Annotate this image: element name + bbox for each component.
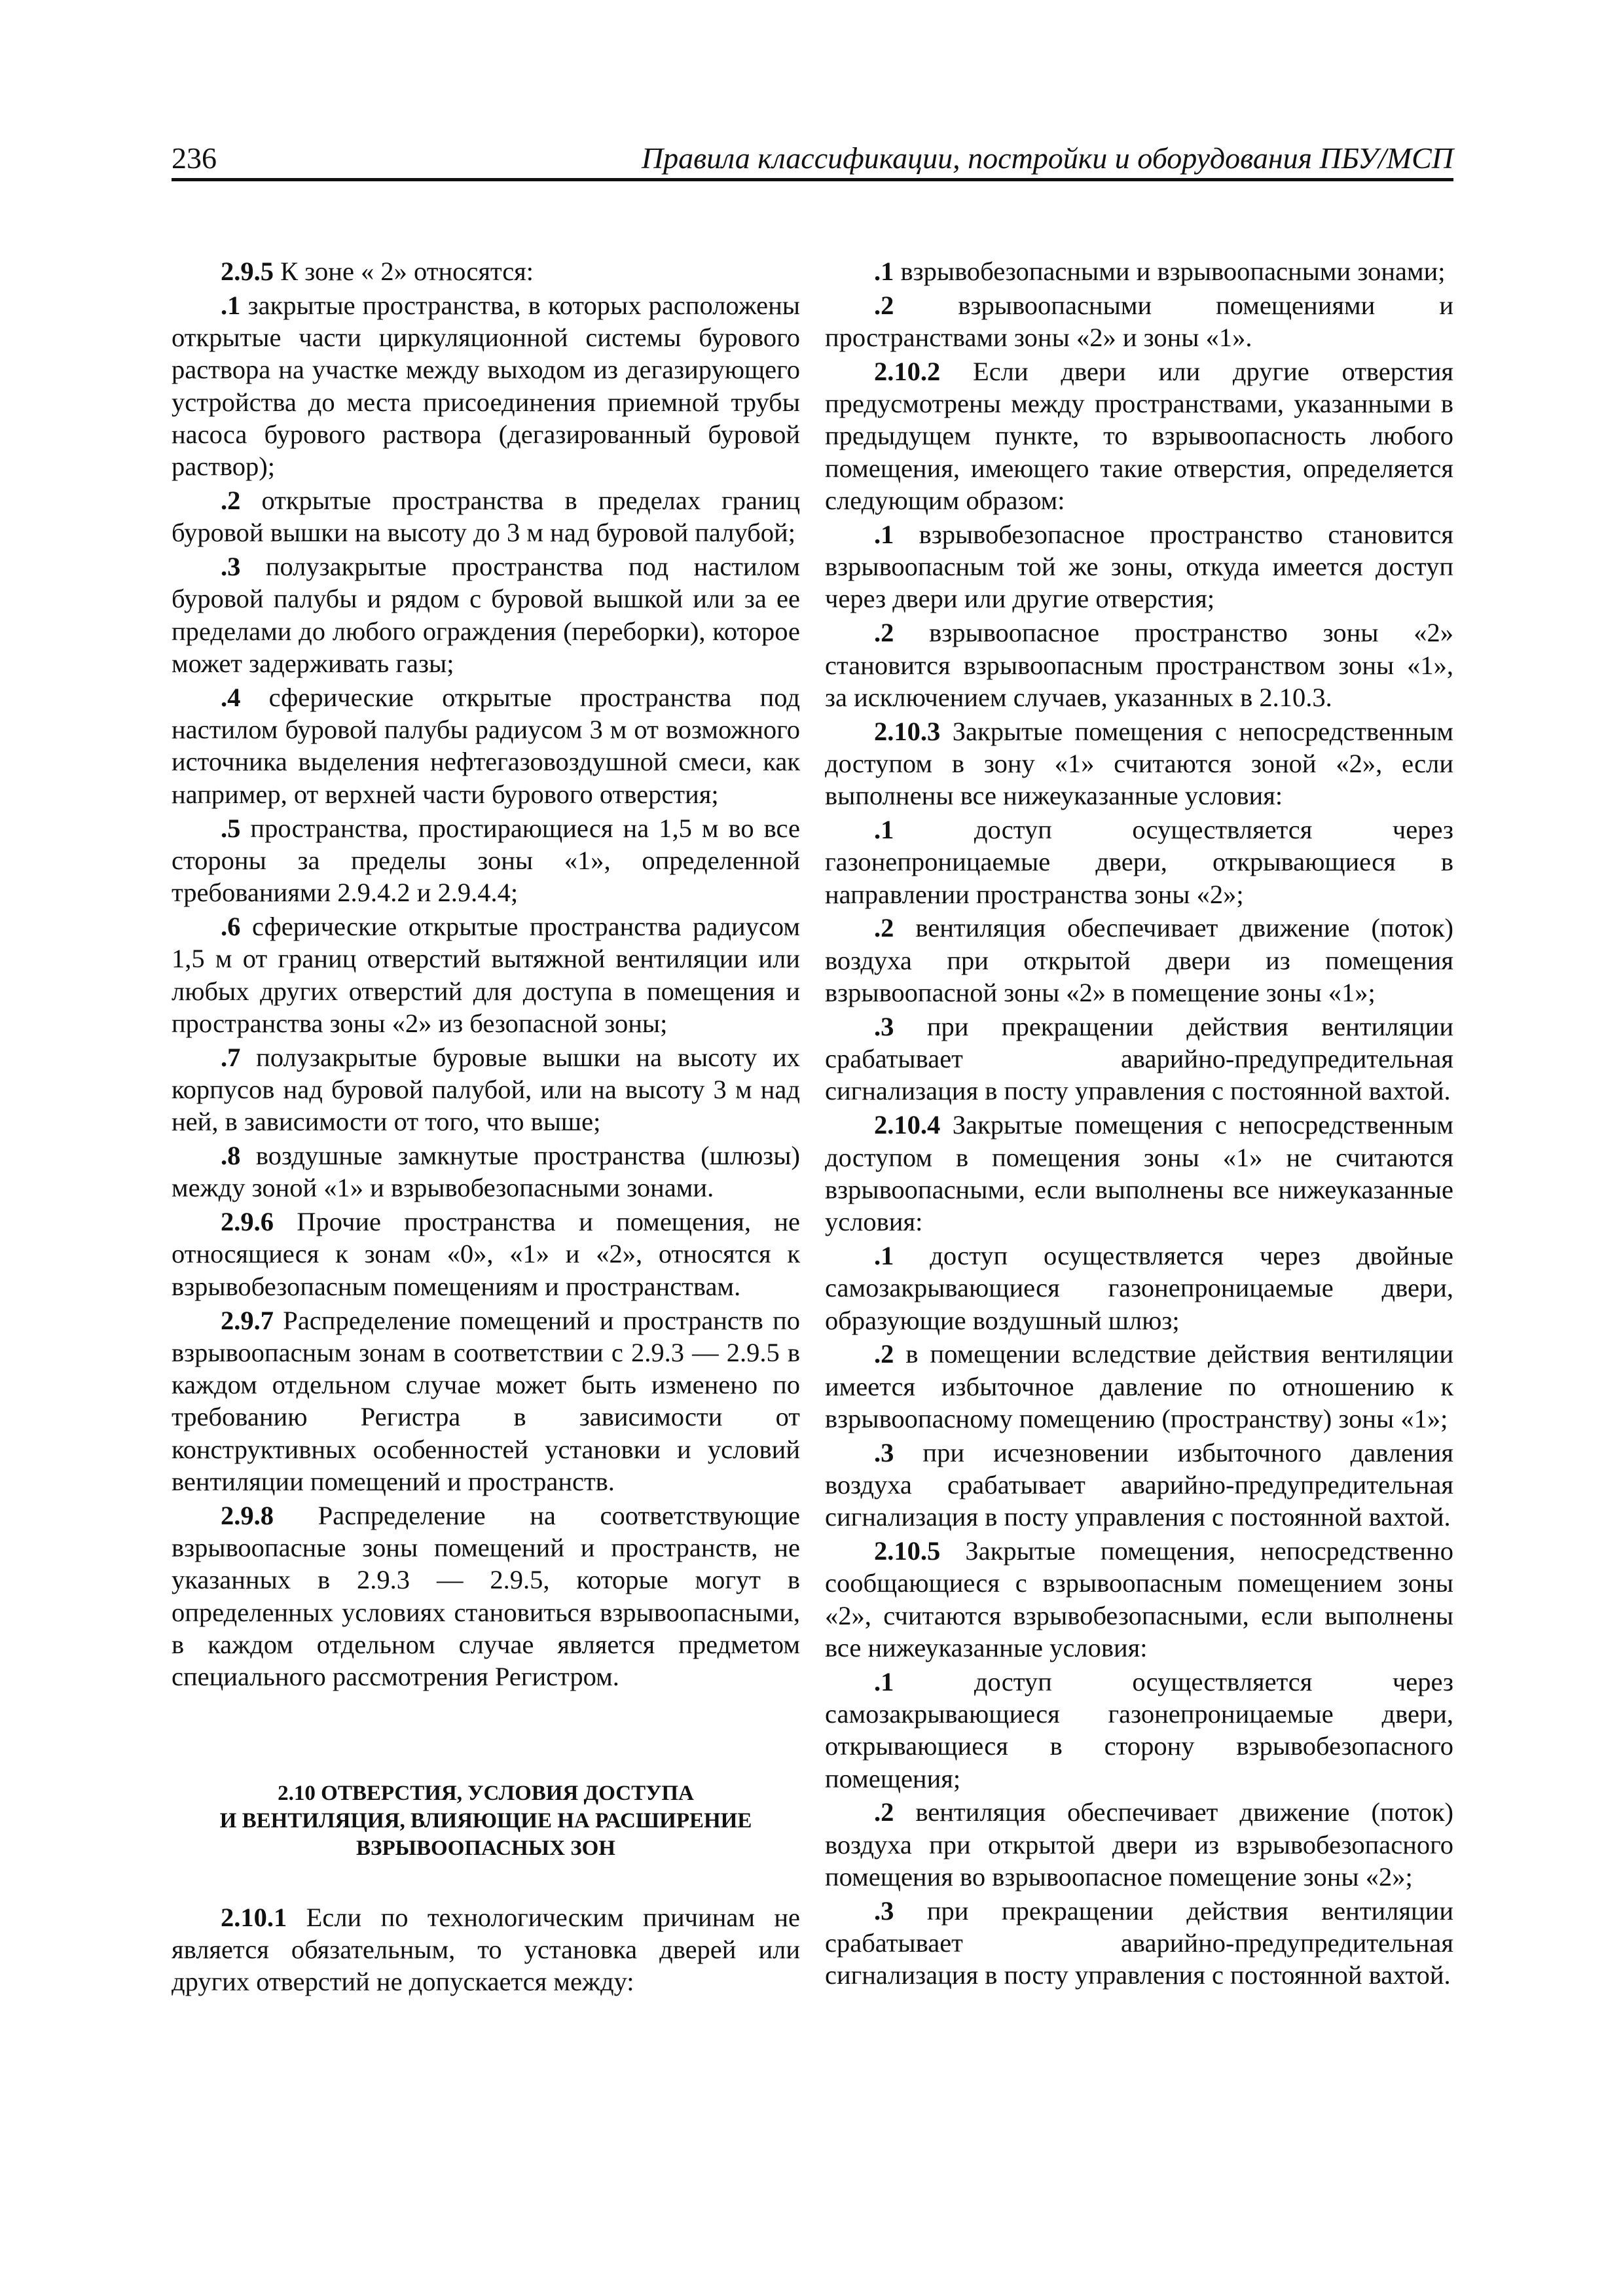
paragraph bbox=[172, 1901, 800, 1998]
paragraph bbox=[825, 1240, 1453, 1336]
paragraph-number: .1 bbox=[874, 1666, 894, 1696]
paragraph bbox=[172, 484, 800, 549]
right-paragraphs bbox=[825, 255, 1453, 1992]
paragraph-number: .1 bbox=[221, 290, 241, 320]
paragraph-text: вентиляция обеспечивает движение (поток) воздуха при открытой двери из помещения взрывоопасной зоны «2» в помещение зоны «1»; bbox=[825, 913, 1453, 1008]
paragraph-number: .2 bbox=[874, 913, 894, 943]
paragraph bbox=[825, 1109, 1453, 1238]
paragraph bbox=[825, 1535, 1453, 1664]
paragraph-text: доступ осуществляется через газонепроницаемые двери, открывающиеся в направлении пространства зоны «2»; bbox=[825, 815, 1453, 909]
paragraph-text: полузакрытые буровые вышки на высоту их корпусов над буровой палубой, или на высоту 3 м над ней, в зависимости от того, что выше; bbox=[172, 1042, 800, 1137]
paragraph-text: Закрытые помещения с непосредственным доступом в помещения зоны «1» не считаются взрывоопасными, если выполнены все нижеуказанные условия: bbox=[825, 1110, 1453, 1237]
paragraph-number: .1 bbox=[874, 519, 894, 549]
section-heading-line: ВЗРЫВООПАСНЫХ ЗОН bbox=[356, 1836, 615, 1860]
paragraph bbox=[825, 912, 1453, 1009]
paragraph bbox=[825, 814, 1453, 910]
paragraph bbox=[825, 1338, 1453, 1435]
paragraph-text: взрывоопасное пространство зоны «2» становится взрывоопасным пространством зоны «1», за исключением случаев, указанных в 2.10.3. bbox=[825, 618, 1453, 712]
page-number: 236 bbox=[172, 141, 217, 175]
paragraph-number: .3 bbox=[874, 1011, 894, 1041]
paragraph-number: .3 bbox=[874, 1895, 894, 1926]
paragraph-text: вентиляция обеспечивает движение (поток) воздуха при открытой двери из взрывобезопасного помещения во взрывоопасное помещение зоны «2»; bbox=[825, 1797, 1453, 1892]
paragraph-text: доступ осуществляется через двойные самозакрывающиеся газонепроницаемые двери, образующие воздушный шлюз; bbox=[825, 1240, 1453, 1335]
paragraph-text: Распределение помещений и пространств по взрывоопасным зонам в соответствии с 2.9.3 — 2.9.5 в каждом отдельном случае может быть изменено по требованию Регистра в зависимости от конструктивных особенностей установки и условий вентиляции помещений и пространств. bbox=[172, 1305, 800, 1496]
paragraph-text: К зоне « 2» относятся: bbox=[274, 257, 534, 286]
paragraph-number: .2 bbox=[874, 290, 894, 320]
paragraph-text: при прекращении действия вентиляции срабатывает аварийно-предупредительная сигнализация в посту управления с постоянной вахтой. bbox=[825, 1895, 1453, 1990]
paragraph-text: открытые пространства в пределах границ буровой вышки на высоту до 3 м над буровой палубой; bbox=[172, 486, 800, 548]
paragraph-number: .3 bbox=[221, 552, 241, 582]
paragraph bbox=[172, 255, 800, 287]
running-title: Правила классификации, постройки и оборудования ПБУ/МСП bbox=[641, 141, 1453, 175]
paragraph-text: доступ осуществляется через самозакрывающиеся газонепроницаемые двери, открывающиеся в сторону взрывобезопасного помещения; bbox=[825, 1666, 1453, 1793]
paragraph-text: Закрытые помещения, непосредственно сообщающиеся с взрывоопасным помещением зоны «2», считаются взрывобезопасными, если выполнены все нижеуказанные условия: bbox=[825, 1536, 1453, 1662]
section-heading-line: 2.10 ОТВЕРСТИЯ, УСЛОВИЯ ДОСТУПА bbox=[278, 1781, 694, 1805]
paragraph-number: 2.9.8 bbox=[221, 1500, 274, 1530]
left-paragraphs-top bbox=[172, 255, 800, 1693]
paragraph-text: Прочие пространства и помещения, не относящиеся к зонам «0», «1» и «2», относятся к взрывобезопасным помещениям и пространствам. bbox=[172, 1207, 800, 1301]
paragraph-number: 2.10.2 bbox=[874, 356, 941, 386]
paragraph-number: .6 bbox=[221, 911, 241, 941]
paragraph-number: .7 bbox=[221, 1042, 241, 1072]
paragraph-text: взрывобезопасное пространство становится взрывоопасным той же зоны, откуда имеется доступ через двери или другие отверстия; bbox=[825, 519, 1453, 614]
paragraph bbox=[825, 1895, 1453, 1992]
paragraph-number: 2.9.5 bbox=[221, 257, 274, 286]
paragraph bbox=[825, 617, 1453, 713]
paragraph-text: закрытые пространства, в которых расположены открытые части циркуляционной системы бурового раствора на участке между выходом из дегазирующего устройства до места присоединения приемной трубы насоса бурового раствора (дегазированный буровой раствор); bbox=[172, 290, 800, 482]
paragraph-text: при прекращении действия вентиляции срабатывает аварийно-предупредительная сигнализация в посту управления с постоянной вахтой. bbox=[825, 1011, 1453, 1106]
paragraph-text: воздушные замкнутые пространства (шлюзы) между зоной «1» и взрывобезопасными зонами. bbox=[172, 1141, 800, 1203]
paragraph-text: взрывобезопасными и взрывоопасными зонами; bbox=[894, 257, 1446, 286]
paragraph-number: .4 bbox=[221, 682, 241, 712]
paragraph-number: .2 bbox=[874, 1797, 894, 1827]
paragraph bbox=[172, 1304, 800, 1498]
paragraph bbox=[825, 1796, 1453, 1893]
paragraph bbox=[825, 355, 1453, 516]
paragraph bbox=[172, 910, 800, 1039]
page-header bbox=[172, 143, 1453, 181]
paragraph-text: сферические открытые пространства радиусом 1,5 м от границ отверстий вытяжной вентиляции или любых других отверстий для доступа в помещения и пространства зоны «2» из безопасной зоны; bbox=[172, 911, 800, 1038]
paragraph-number: .5 bbox=[221, 813, 241, 843]
paragraph-number: .2 bbox=[874, 618, 894, 648]
paragraph bbox=[825, 1666, 1453, 1795]
paragraph bbox=[825, 715, 1453, 812]
paragraph bbox=[172, 1499, 800, 1693]
paragraph bbox=[172, 681, 800, 810]
paragraph-number: .2 bbox=[221, 486, 241, 516]
paragraph bbox=[825, 289, 1453, 354]
paragraph-text: в помещении вследствие действия вентиляции имеется избыточное давление по отношению к взрывоопасному помещению (пространству) зоны «1»; bbox=[825, 1339, 1453, 1433]
section-heading-2-10 bbox=[172, 1780, 800, 1862]
paragraph-number: .1 bbox=[874, 1240, 894, 1270]
paragraph-number: .8 bbox=[221, 1141, 241, 1171]
paragraph bbox=[172, 1139, 800, 1204]
paragraph-text: Закрытые помещения с непосредственным доступом в зону «1» считаются зоной «2», если выполнены все нижеуказанные условия: bbox=[825, 716, 1453, 811]
paragraph-text: пространства, простирающиеся на 1,5 м во все стороны за пределы зоны «1», определенной требованиями 2.9.4.2 и 2.9.4.4; bbox=[172, 813, 800, 908]
paragraph-number: 2.10.5 bbox=[874, 1536, 941, 1566]
paragraph-number: .2 bbox=[874, 1339, 894, 1369]
left-paragraphs-bottom bbox=[172, 1901, 800, 1998]
paragraph bbox=[172, 812, 800, 909]
paragraph-number: .1 bbox=[874, 815, 894, 845]
paragraph bbox=[172, 1041, 800, 1138]
paragraph-text: Если по технологическим причинам не является обязательным, то установка дверей или других отверстий не допускается между: bbox=[172, 1902, 800, 1997]
paragraph-text: взрывоопасными помещениями и пространствами зоны «2» и зоны «1». bbox=[825, 290, 1453, 353]
paragraph-number: 2.9.7 bbox=[221, 1305, 274, 1335]
paragraph bbox=[825, 518, 1453, 615]
section-heading-line: И ВЕНТИЛЯЦИЯ, ВЛИЯЮЩИЕ НА РАСШИРЕНИЕ bbox=[219, 1808, 752, 1833]
paragraph bbox=[825, 1011, 1453, 1107]
paragraph bbox=[825, 255, 1453, 287]
paragraph bbox=[172, 1206, 800, 1302]
paragraph bbox=[825, 1437, 1453, 1534]
paragraph-number: 2.10.1 bbox=[221, 1902, 287, 1932]
paragraph-number: 2.10.4 bbox=[874, 1110, 941, 1140]
paragraph bbox=[172, 550, 800, 679]
paragraph-number: .3 bbox=[874, 1437, 894, 1467]
paragraph-text: Если двери или другие отверстия предусмотрены между пространствами, указанными в предыдущем пункте, то взрывоопасность любого помещения, имеющего такие отверстия, определяется следующим образом: bbox=[825, 356, 1453, 516]
right-column bbox=[825, 255, 1453, 1993]
paragraph-text: полузакрытые пространства под настилом буровой палубы и рядом с буровой вышкой или за ее пределами до любого ограждения (переборки), которое может задерживать газы; bbox=[172, 552, 800, 679]
paragraph-text: сферические открытые пространства под настилом буровой палубы радиусом 3 м от возможного источника выделения нефтегазовоздушной смеси, как например, от верхней части бурового отверстия; bbox=[172, 682, 800, 809]
paragraph-number: 2.10.3 bbox=[874, 716, 941, 746]
paragraph bbox=[172, 289, 800, 483]
paragraph-text: при исчезновении избыточного давления воздуха срабатывает аварийно-предупредительная сигнализация в посту управления с постоянной вахтой. bbox=[825, 1437, 1453, 1532]
paragraph-number: .1 bbox=[874, 257, 894, 286]
paragraph-number: 2.9.6 bbox=[221, 1207, 274, 1237]
paragraph-text: Распределение на соответствующие взрывоопасные зоны помещений и пространств, не указанных в 2.9.3 — 2.9.5, которые могут в определенных условиях становиться взрывоопасными, в каждом отдельном случае является предметом специального рассмотрения Регистром. bbox=[172, 1500, 800, 1692]
left-column bbox=[172, 255, 800, 2000]
